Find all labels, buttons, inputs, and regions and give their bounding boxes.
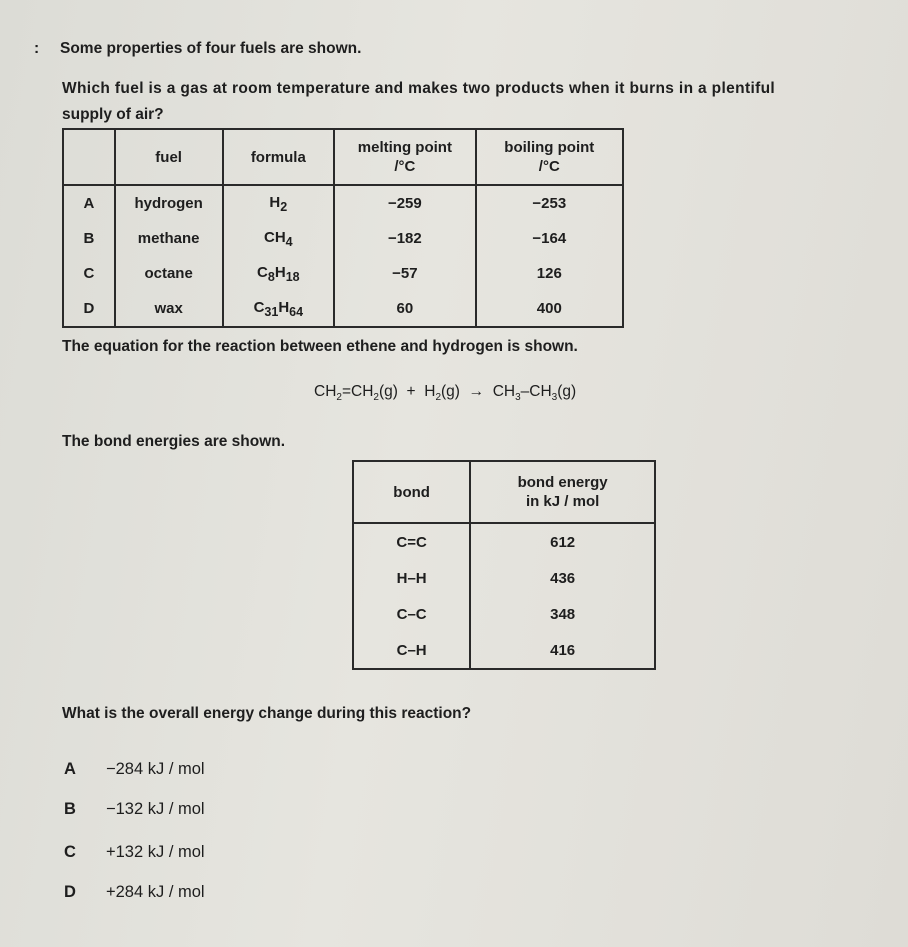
fuel-name: methane xyxy=(115,221,223,256)
option-letter: B xyxy=(64,800,76,818)
fuel-header: fuel xyxy=(115,129,223,185)
melting-point-header xyxy=(334,129,475,185)
melting-point-label: melting point xyxy=(357,139,452,156)
fuel-properties-table xyxy=(62,128,624,328)
bond-energy-header: bond energy in kJ / mol xyxy=(470,461,655,523)
melting-point: −57 xyxy=(334,256,475,291)
formula-header: formula xyxy=(223,129,335,185)
fuel-formula: $CH_4$ xyxy=(223,221,335,256)
question-line-1: Which fuel is a gas at room temperature and makes two products when it burns in a plentiful xyxy=(62,80,776,97)
fuel-formula: $C_8H_{18}$ xyxy=(223,256,335,291)
bond-energy: 348 xyxy=(470,596,655,632)
answer-option-a[interactable] xyxy=(64,760,205,779)
fuel-name: octane xyxy=(115,256,223,291)
answer-option-d[interactable] xyxy=(64,883,205,902)
bond-energy: 416 xyxy=(470,632,655,669)
melting-point: −259 xyxy=(334,185,475,221)
bond-type: C–H xyxy=(353,632,470,669)
fuel-table-header-row xyxy=(63,129,623,185)
boiling-point: −164 xyxy=(476,221,623,256)
fuel-name: wax xyxy=(115,291,223,327)
row-letter: A xyxy=(63,185,115,221)
option-letter: D xyxy=(64,883,76,901)
row-letter: B xyxy=(63,221,115,256)
option-value: −284 kJ / mol xyxy=(106,760,205,778)
fuel-formula: $H_2$ xyxy=(223,185,335,221)
boiling-point: 126 xyxy=(476,256,623,291)
answer-option-b[interactable] xyxy=(64,800,205,819)
equation-intro: The equation for the reaction between ethene and hydrogen is shown. xyxy=(62,338,578,355)
bond-header: bond xyxy=(353,461,470,523)
boiling-point-label: boiling point xyxy=(504,139,595,156)
boiling-point: −253 xyxy=(476,185,623,221)
melting-point: 60 xyxy=(334,291,475,327)
row-letter: C xyxy=(63,256,115,291)
question-intro: Some properties of four fuels are shown. xyxy=(60,40,362,57)
bond-energy: 436 xyxy=(470,560,655,596)
boiling-point: 400 xyxy=(476,291,623,327)
arrow-icon: → xyxy=(468,383,485,400)
bond-energy-intro: The bond energies are shown. xyxy=(62,433,286,450)
bond-type: C=C xyxy=(353,523,470,560)
table-row xyxy=(63,221,623,256)
boiling-point-unit: /°C xyxy=(538,158,560,175)
boiling-point-header xyxy=(476,129,623,185)
letter-header xyxy=(63,129,115,185)
table-row xyxy=(353,560,655,596)
fuel-formula: $C_{31}H_{64}$ xyxy=(223,291,335,327)
answer-option-c[interactable] xyxy=(64,843,205,862)
melting-point: −182 xyxy=(334,221,475,256)
option-value: −132 kJ / mol xyxy=(106,800,205,818)
option-letter: C xyxy=(64,843,76,861)
row-letter: D xyxy=(63,291,115,327)
fuel-name: hydrogen xyxy=(115,185,223,221)
table-row xyxy=(353,632,655,669)
bond-energy-table xyxy=(352,460,656,670)
table-row xyxy=(353,523,655,560)
melting-point-unit: /°C xyxy=(394,158,416,175)
question-marker: : xyxy=(34,40,40,57)
reaction-equation: $CH_2=CH_2(g) + H_2(g) \to CH_3-CH_3(g)$ xyxy=(314,383,577,404)
question-line-2: supply of air? xyxy=(62,106,164,123)
bond-type: H–H xyxy=(353,560,470,596)
table-row xyxy=(63,256,623,291)
option-letter: A xyxy=(64,760,76,778)
option-value: +284 kJ / mol xyxy=(106,883,205,901)
table-row xyxy=(353,596,655,632)
bond-type: C–C xyxy=(353,596,470,632)
bond-energy: 612 xyxy=(470,523,655,560)
table-row xyxy=(63,185,623,221)
question-2-text: What is the overall energy change during this reaction? xyxy=(62,705,472,722)
bond-table-header-row xyxy=(353,461,655,523)
table-row xyxy=(63,291,623,327)
option-value: +132 kJ / mol xyxy=(106,843,205,861)
